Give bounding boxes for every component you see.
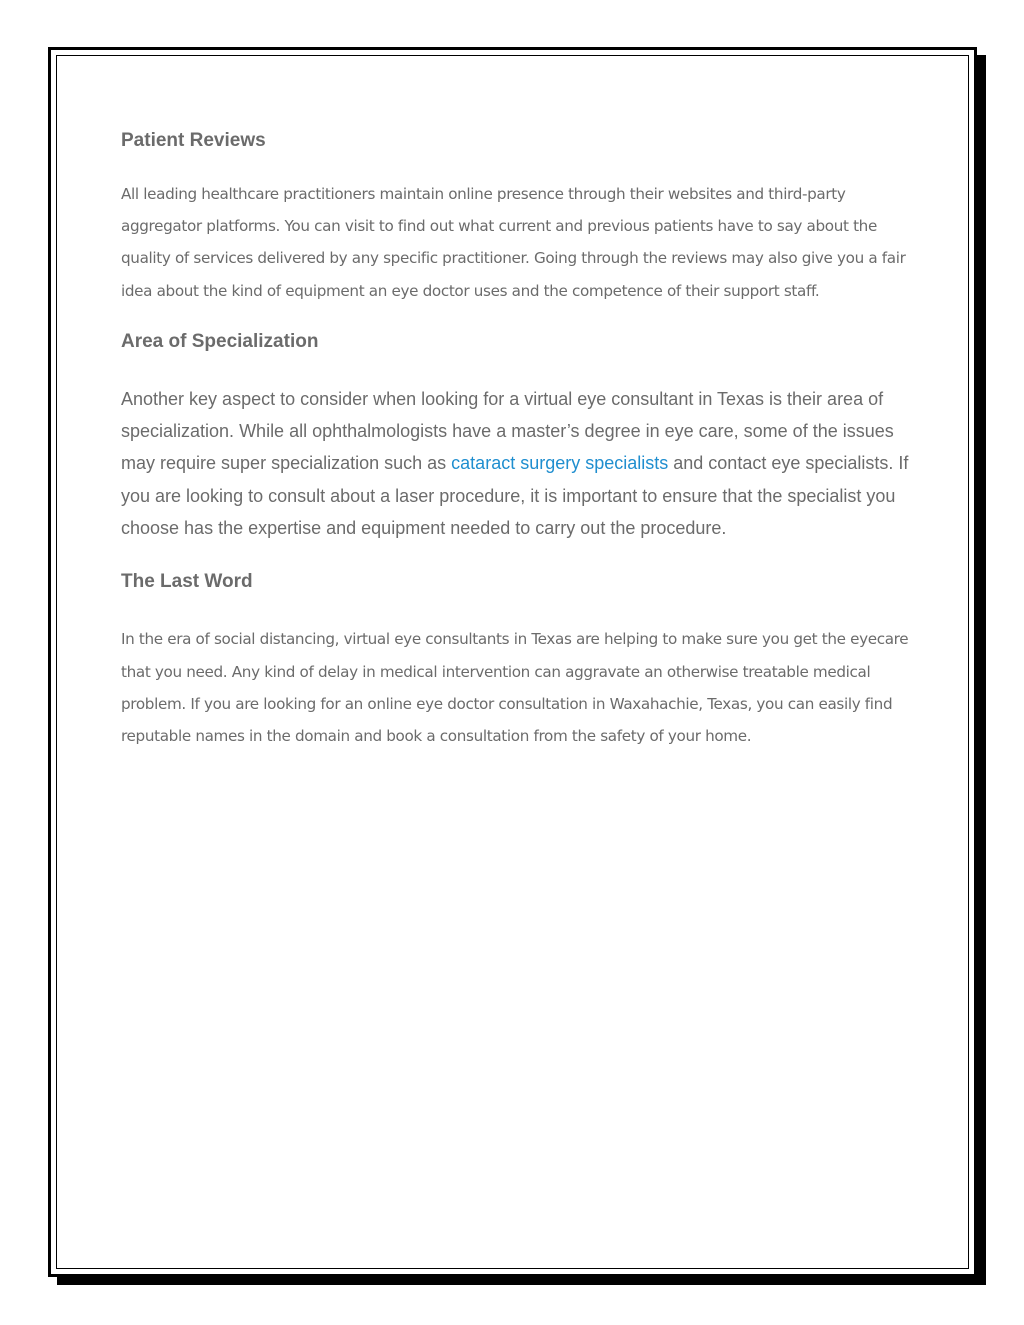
section-patient-reviews: [121, 128, 911, 307]
paragraph-patient-reviews: All leading healthcare practitioners maintain online presence through their websites and third-party aggregator platforms. You can visit to find out what current and previous patients have to say about the quality of services delivered by any specific practitioner. Going through the reviews may also give you a fair idea about the kind of equipment an eye doctor uses and the competence of their support staff.: [121, 185, 906, 300]
cataract-surgery-specialists-link[interactable]: cataract surgery specialists: [451, 453, 669, 474]
paragraph-text-before-link: Another key aspect to consider when looking for a virtual eye consultant in Texas is their area of specialization. While all ophthalmologists have a master’s degree in eye care, some of the issues may require super specialization such as: [121, 388, 894, 474]
section-the-last-word: [121, 569, 911, 752]
heading-patient-reviews: Patient Reviews: [121, 130, 266, 151]
heading-area-of-specialization: Area of Specialization: [121, 330, 319, 352]
paragraph-text-after-link: and contact eye specialists. If you are looking to consult about a laser procedure, it is important to ensure that the specialist you choose has the expertise and equipment needed to carry out the procedure.: [121, 453, 909, 538]
section-area-of-specialization: [121, 329, 911, 544]
paragraph-the-last-word: In the era of social distancing, virtual eye consultants in Texas are helping to make sure you get the eyecare that you need. Any kind of delay in medical intervention can aggravate an otherwise treatable medical problem. If you are looking for an online eye doctor consultation in Waxahachie, Texas, you can easily find reputable names in the domain and book a consultation from the safety of your home.: [121, 630, 909, 745]
document-content: [121, 128, 911, 752]
paragraph-area-of-specialization: [121, 383, 911, 544]
heading-the-last-word: The Last Word: [121, 571, 253, 593]
